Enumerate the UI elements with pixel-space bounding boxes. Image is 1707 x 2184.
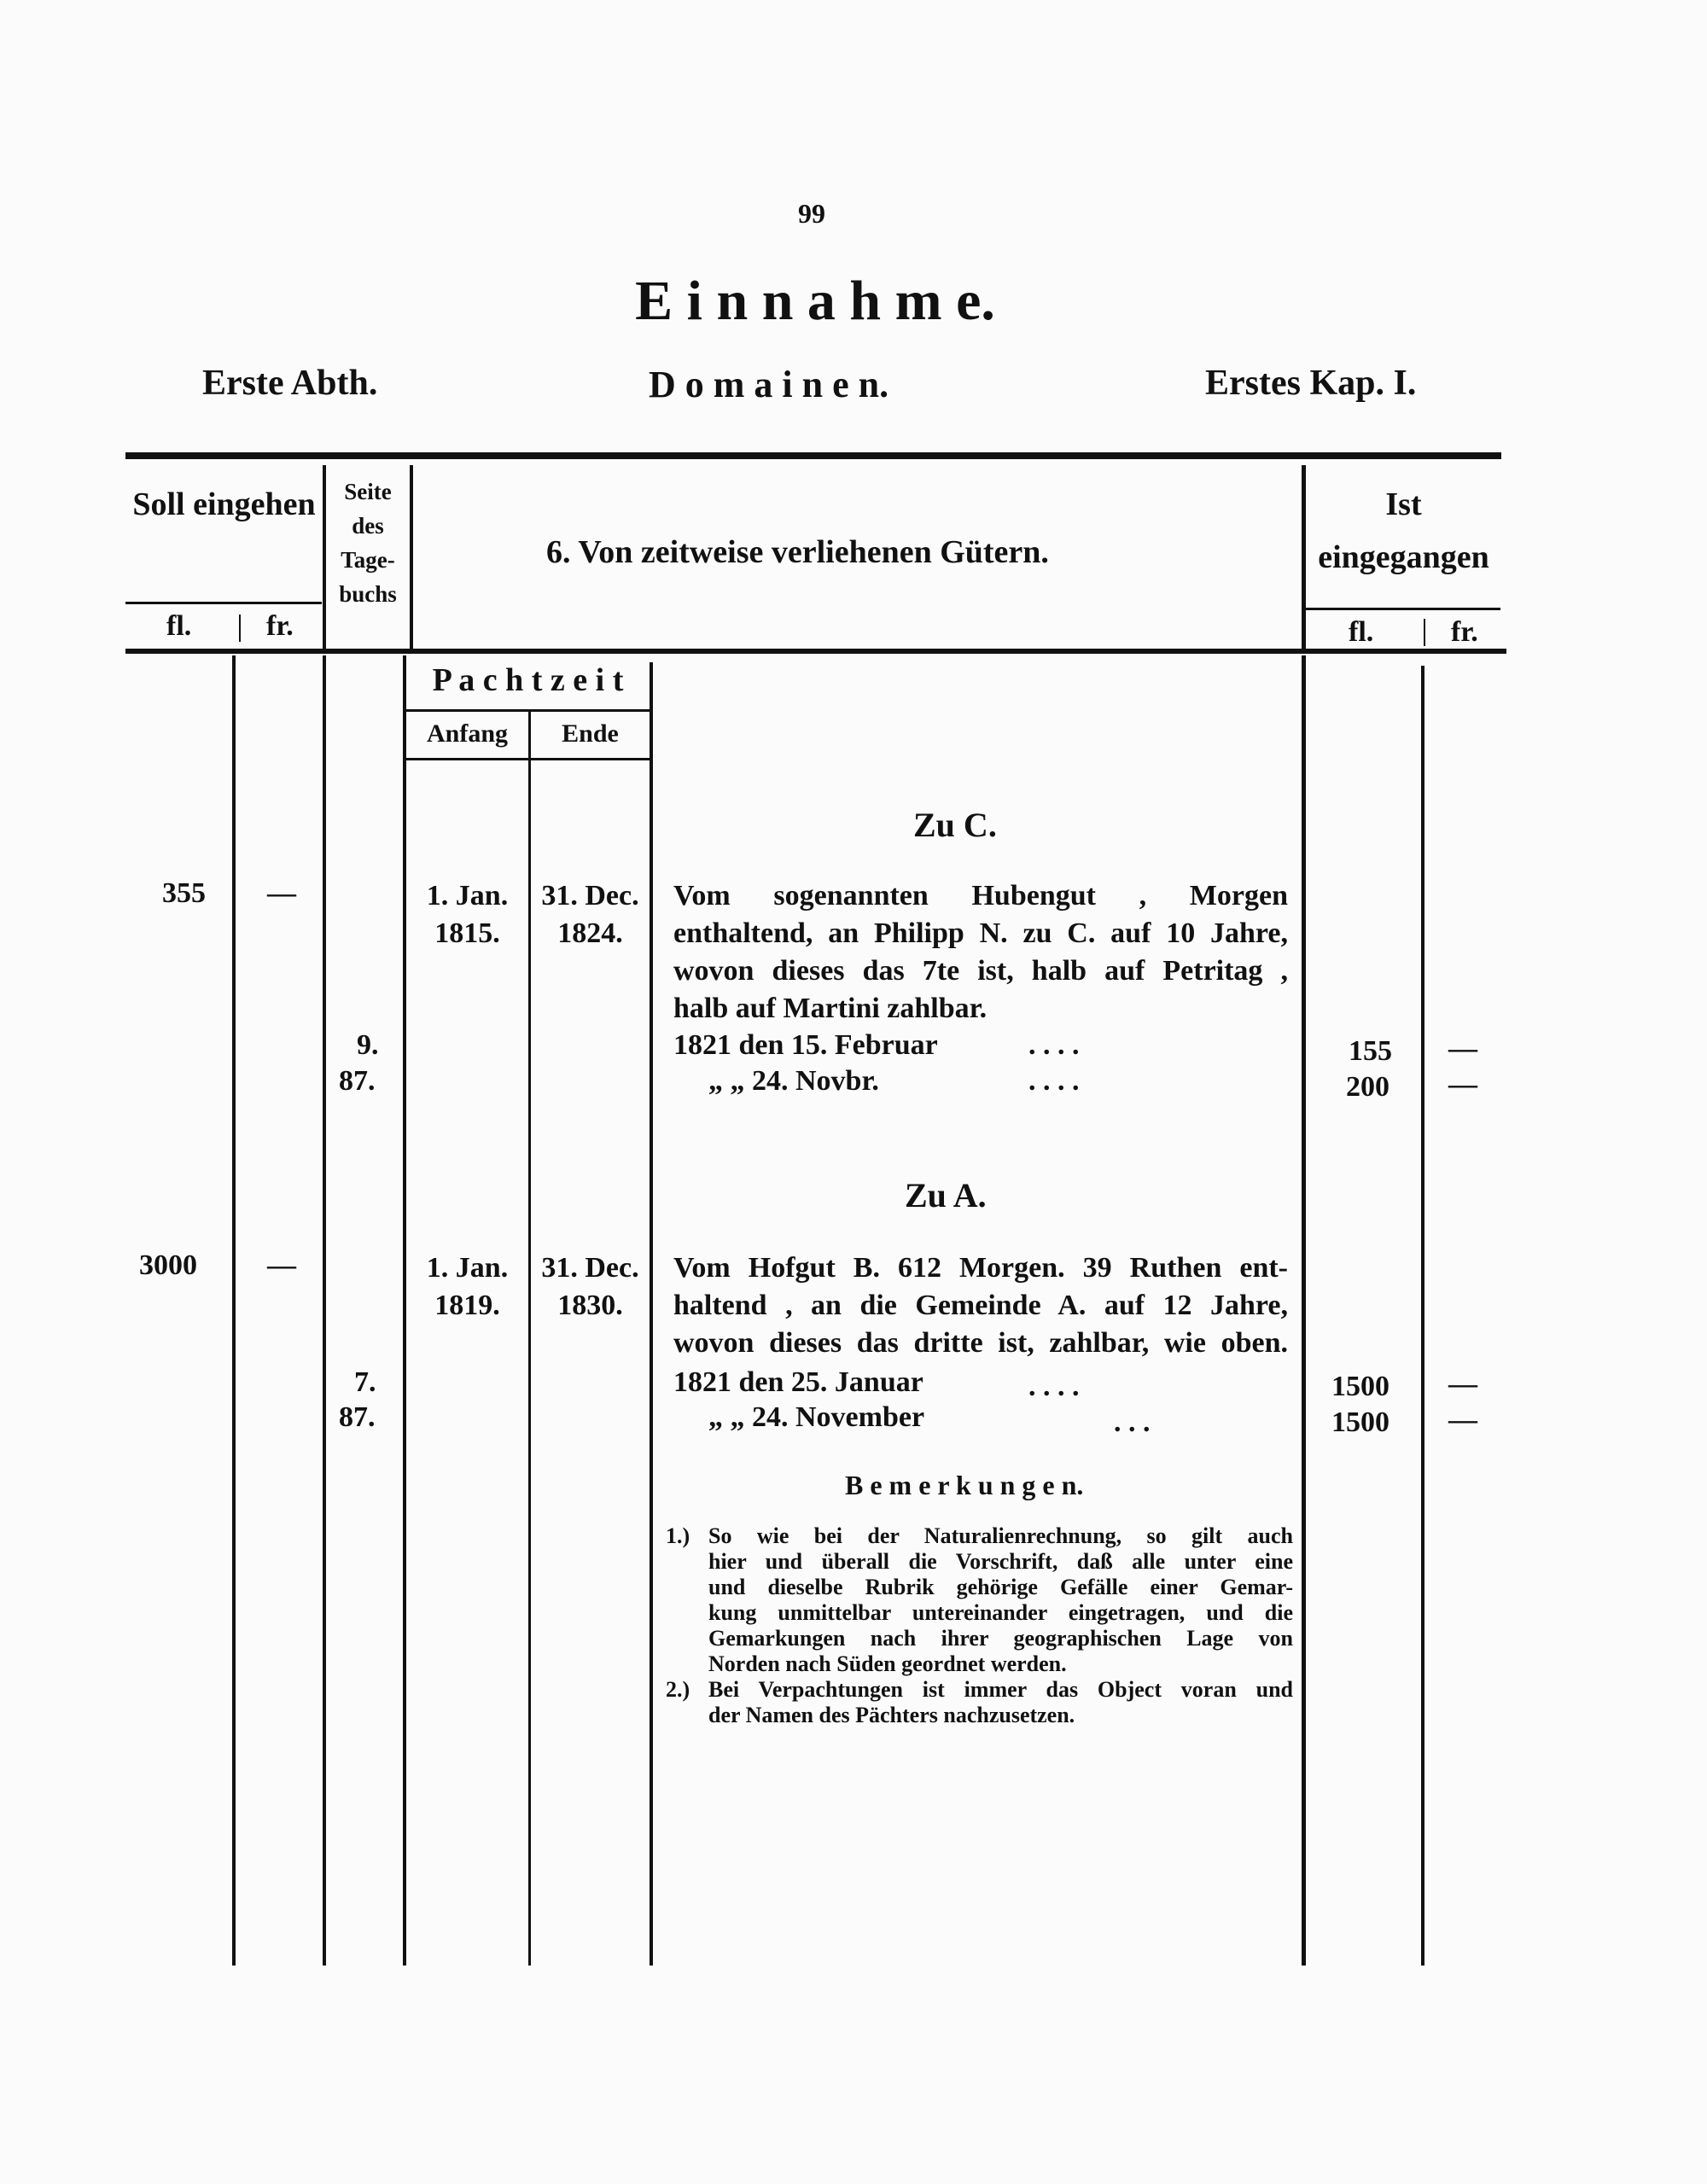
section-heading: Zu C. bbox=[913, 806, 997, 844]
anfang bbox=[406, 1249, 528, 1325]
remark-line: und dieselbe Rubrik gehörige Gefälle einer Gemar- bbox=[708, 1575, 1293, 1599]
soll-fr: — bbox=[267, 877, 296, 909]
description-line: wovon dieses das dritte ist, zahlbar, wie oben. bbox=[673, 1327, 1288, 1359]
anfang-day: 1. Jan. bbox=[426, 1252, 509, 1284]
header-soll: Soll eingehen bbox=[132, 486, 316, 522]
section-left: Erste Abth. bbox=[202, 364, 378, 403]
ist-fl: 1500 bbox=[1331, 1406, 1389, 1438]
remark-line: Gemarkungen nach ihrer geographischen Lage von bbox=[708, 1626, 1293, 1651]
pachtzeit-label: P a c h t z e i t bbox=[432, 662, 624, 698]
column-line bbox=[650, 662, 653, 1966]
header-ist-fl: fl. bbox=[1349, 616, 1374, 648]
seite: 7. bbox=[354, 1366, 376, 1398]
description-line: Vom Hofgut B. 612 Morgen. 39 Ruthen ent- bbox=[673, 1252, 1288, 1284]
remark-line: So wie bei der Naturalienrechnung, so gilt auch bbox=[708, 1523, 1293, 1548]
section-center: D o m a i n e n. bbox=[649, 364, 889, 405]
remark-line: der Namen des Pächters nachzusetzen. bbox=[708, 1703, 1075, 1727]
remark-line: Norden nach Süden geordnet werden. bbox=[708, 1651, 1067, 1676]
ende bbox=[531, 1249, 650, 1325]
ist-fl: 200 bbox=[1346, 1071, 1389, 1103]
remark-number: 2.) bbox=[666, 1677, 690, 1702]
payment-date: „ „ 24. November bbox=[708, 1401, 925, 1433]
header-ist: Ist eingegangen bbox=[1318, 486, 1489, 575]
ende-year: 1824. bbox=[557, 917, 623, 949]
anfang-year: 1815. bbox=[434, 917, 500, 949]
description-line: enthaltend, an Philipp N. zu C. auf 10 Jahre, bbox=[673, 917, 1288, 949]
leader-dots: . . . . bbox=[1028, 1371, 1080, 1402]
sub-rule bbox=[1306, 608, 1500, 610]
ende-day: 31. Dec. bbox=[541, 880, 639, 911]
page-number: 99 bbox=[798, 198, 825, 229]
column-line bbox=[323, 655, 326, 1966]
column-line bbox=[1421, 666, 1424, 1966]
header-seite-line: buchs bbox=[339, 581, 397, 607]
remarks-heading: B e m e r k u n g e n. bbox=[845, 1470, 1084, 1500]
header-seite-line: Seite bbox=[344, 479, 392, 504]
description-line: Vom sogenannten Hubengut , Morgen bbox=[673, 880, 1288, 911]
divider bbox=[1424, 619, 1425, 646]
divider bbox=[239, 614, 241, 642]
remark-number: 1.) bbox=[666, 1523, 690, 1548]
sub-rule bbox=[125, 602, 322, 604]
soll-fl: 355 bbox=[162, 877, 206, 909]
ist-fr: — bbox=[1448, 1404, 1477, 1436]
lease-description bbox=[673, 1249, 1288, 1362]
header-anfang: Anfang bbox=[426, 719, 509, 748]
description-line: halb auf Martini zahlbar. bbox=[673, 993, 987, 1024]
ist-fl: 155 bbox=[1349, 1035, 1392, 1067]
header-bottom-rule bbox=[125, 649, 1506, 654]
divider bbox=[410, 465, 413, 649]
seite: 9. bbox=[357, 1029, 379, 1061]
remark-1 bbox=[666, 1523, 1293, 1677]
top-rule bbox=[125, 452, 1501, 459]
ist-fr: — bbox=[1448, 1368, 1477, 1400]
anfang-year: 1819. bbox=[434, 1290, 500, 1321]
remark-line: kung unmittelbar untereinander eingetragen, und die bbox=[708, 1600, 1293, 1625]
soll-fl: 3000 bbox=[139, 1249, 197, 1281]
payment-date: 1821 den 25. Januar bbox=[673, 1366, 923, 1398]
ende-year: 1830. bbox=[557, 1290, 623, 1321]
leader-dots: . . . bbox=[1114, 1406, 1151, 1438]
description-line: wovon dieses das 7te ist, halb auf Petritag , bbox=[673, 955, 1288, 987]
lease-description bbox=[673, 877, 1288, 1028]
header-ende: Ende bbox=[562, 719, 619, 748]
header-soll-fl: fl. bbox=[166, 610, 192, 642]
header-soll-fr: fr. bbox=[266, 610, 294, 642]
seite: 87. bbox=[339, 1065, 376, 1097]
payment-date: „ „ 24. Novbr. bbox=[708, 1065, 879, 1097]
ende bbox=[531, 877, 650, 952]
divider bbox=[1302, 465, 1306, 649]
page-title: E i n n a h m e. bbox=[635, 270, 995, 332]
leader-dots: . . . . bbox=[1028, 1029, 1080, 1061]
header-seite bbox=[328, 475, 408, 611]
ist-fr: — bbox=[1448, 1069, 1477, 1100]
anfang-day: 1. Jan. bbox=[426, 880, 509, 911]
anfang bbox=[406, 877, 528, 952]
ist-fl: 1500 bbox=[1331, 1371, 1389, 1402]
payment-date: 1821 den 15. Februar bbox=[673, 1029, 938, 1061]
remark-line: hier und überall die Vorschrift, daß alle unter eine bbox=[708, 1549, 1293, 1574]
section-right: Erstes Kap. I. bbox=[1205, 364, 1417, 403]
header-seite-line: des bbox=[352, 513, 384, 539]
header-seite-line: Tage- bbox=[341, 547, 395, 573]
remark-2 bbox=[666, 1677, 1293, 1728]
soll-fr: — bbox=[267, 1249, 296, 1281]
header-description: 6. Von zeitweise verliehenen Gütern. bbox=[546, 534, 1049, 570]
section-heading: Zu A. bbox=[905, 1176, 987, 1214]
column-line bbox=[1302, 655, 1306, 1966]
description-line: haltend , an die Gemeinde A. auf 12 Jahre, bbox=[673, 1290, 1288, 1321]
header-ist-fr: fr. bbox=[1451, 616, 1478, 648]
leader-dots: . . . . bbox=[1028, 1065, 1080, 1097]
remark-line: Bei Verpachtungen ist immer das Object voran und bbox=[708, 1677, 1293, 1702]
ende-day: 31. Dec. bbox=[541, 1252, 639, 1284]
column-line bbox=[232, 655, 236, 1966]
pachtzeit-rule bbox=[406, 758, 650, 760]
seite: 87. bbox=[339, 1401, 376, 1433]
divider bbox=[323, 465, 326, 649]
ist-fr: — bbox=[1448, 1033, 1477, 1064]
pachtzeit-rule bbox=[406, 709, 650, 712]
